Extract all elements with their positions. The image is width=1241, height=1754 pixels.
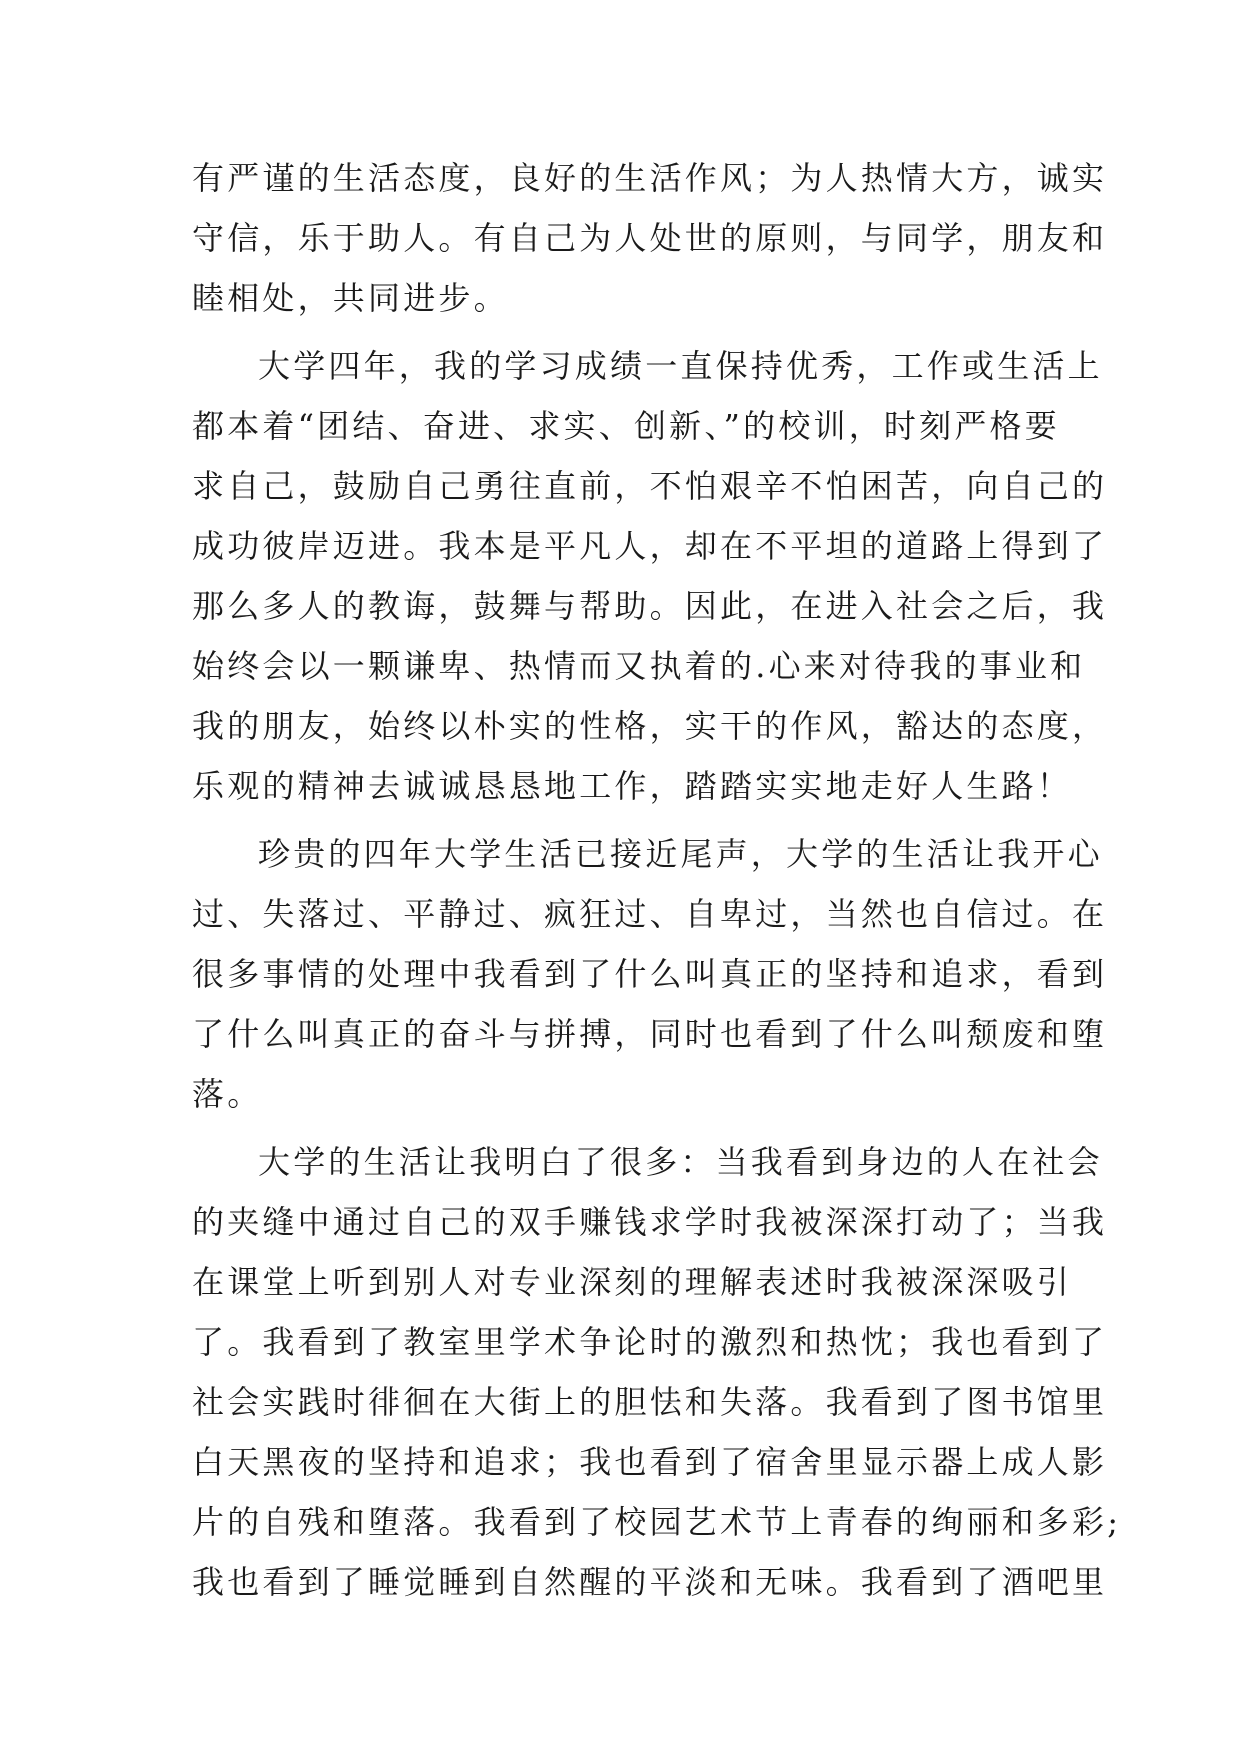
text-line: 珍贵的四年大学生活已接近尾声，大学的生活让我开心	[258, 835, 1103, 873]
text-line: 大学四年，我的学习成绩一直保持优秀，工作或生活上	[258, 347, 1103, 385]
text-line: 守信，乐于助人。有自己为人处世的原则，与同学，朋友和	[192, 219, 1108, 257]
body-text	[192, 148, 1122, 1612]
text-line: 很多事情的处理中我看到了什么叫真正的坚持和追求，看到	[192, 955, 1108, 993]
text-line: 我也看到了睡觉睡到自然醒的平淡和无味。我看到了酒吧里	[192, 1563, 1108, 1601]
text-line: 求自己，鼓励自己勇往直前，不怕艰辛不怕困苦，向自己的	[192, 467, 1108, 505]
text-line: 的夹缝中通过自己的双手赚钱求学时我被深深打动了；当我	[192, 1203, 1108, 1241]
text-line: 过、失落过、平静过、疯狂过、自卑过，当然也自信过。在	[192, 895, 1108, 933]
text-line: 在课堂上听到别人对专业深刻的理解表述时我被深深吸引	[192, 1263, 1073, 1301]
text-line: 社会实践时徘徊在大街上的胆怯和失落。我看到了图书馆里	[192, 1383, 1108, 1421]
text-line: 落。	[192, 1075, 263, 1113]
text-line: 了什么叫真正的奋斗与拼搏，同时也看到了什么叫颓废和堕	[192, 1015, 1108, 1053]
text-line: 成功彼岸迈进。我本是平凡人，却在不平坦的道路上得到了	[192, 527, 1108, 565]
text-line: 片的自残和堕落。我看到了校园艺术节上青春的绚丽和多彩;	[192, 1503, 1122, 1541]
text-line: 大学的生活让我明白了很多：当我看到身边的人在社会	[258, 1143, 1103, 1181]
text-line: 都本着“团结、奋进、求实、创新、”的校训，时刻严格要	[192, 407, 1060, 445]
text-line: 乐观的精神去诚诚恳恳地工作，踏踏实实地走好人生路！	[192, 767, 1073, 805]
text-line: 始终会以一颗谦卑、热情而又执着的.心来对待我的事业和	[192, 647, 1086, 685]
text-line: 白天黑夜的坚持和追求；我也看到了宿舍里显示器上成人影	[192, 1443, 1108, 1481]
text-line: 有严谨的生活态度，良好的生活作风；为人热情大方，诚实	[192, 159, 1108, 197]
paragraph-1	[192, 148, 1108, 328]
paragraph-2	[192, 336, 1108, 816]
text-line: 那么多人的教诲，鼓舞与帮助。因此，在进入社会之后，我	[192, 587, 1108, 625]
paragraph-3	[192, 824, 1108, 1124]
text-line: 了。我看到了教室里学术争论时的激烈和热忱；我也看到了	[192, 1323, 1108, 1361]
text-line: 我的朋友，始终以朴实的性格，实干的作风，豁达的态度，	[192, 707, 1108, 745]
paragraph-4	[192, 1132, 1122, 1612]
text-line: 睦相处，共同进步。	[192, 279, 509, 317]
